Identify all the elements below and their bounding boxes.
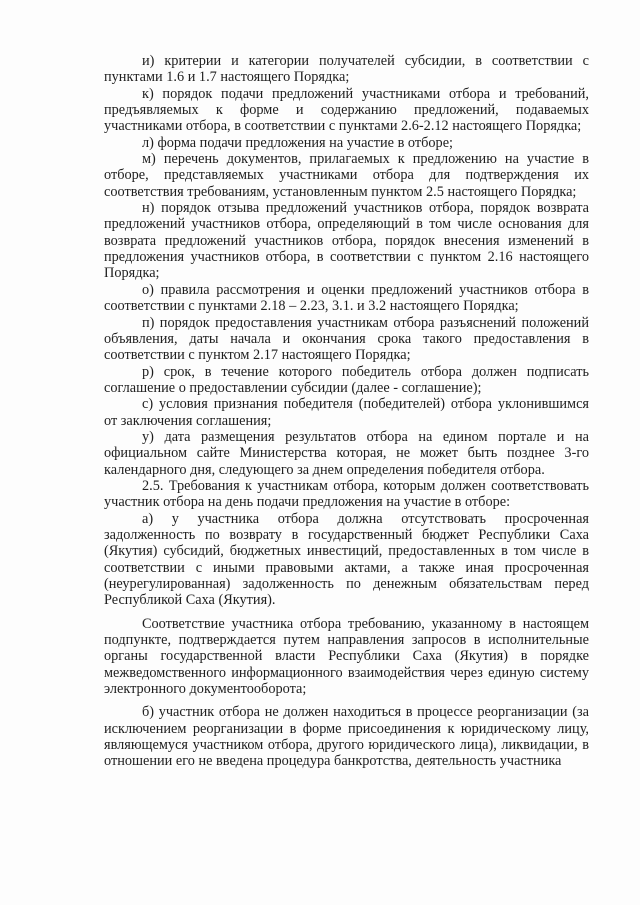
document-text — [104, 53, 589, 770]
paragraph-compliance: Соответствие участника отбора требованию, указанному в настоящем подпункте, подтверждается путем направления запросов в исполнительные органы государственной власти Республики Саха (Якутия) в порядке межведомственного информационного взаимодействия через единую систему электронного документооборота; — [104, 615, 589, 698]
paragraph-p: п) порядок предоставления участникам отбора разъяснений положений объявления, даты начала и окончания срока такого предоставления в соответствии с пунктом 2.17 настоящего Порядка; — [104, 314, 589, 364]
paragraph-m: м) перечень документов, прилагаемых к предложению на участие в отборе, представляемых участниками отбора для подтверждения их соответствия требованиям, установленным пунктом 2.5 настоящего Порядка; — [104, 151, 589, 200]
paragraph-s: с) условия признания победителя (победителей) отбора уклонившимся от заключения соглашения; — [104, 396, 589, 429]
paragraph-i: и) критерии и категории получателей субсидии, в соответствии с пунктами 1.6 и 1.7 настоящего Порядка; — [104, 53, 589, 86]
paragraph-2-5-b: б) участник отбора не должен находиться в процессе реорганизации (за исключением реорганизации в форме присоединения к юридическому лицу, являющемуся участником отбора, другого юридического лица), ликвидации, в отношении его не введена процедура банкротства, деятельность участника — [104, 704, 589, 770]
section-2-5-heading: 2.5. Требования к участникам отбора, которым должен соответствовать участник отбора на день подачи предложения на участие в отборе: — [104, 477, 589, 511]
paragraph-2-5-a: а) у участника отбора должна отсутствовать просроченная задолженность по возврату в государственный бюджет Республики Саха (Якутия) субсидий, бюджетных инвестиций, предоставленных в том числе в соответствии с иными правовыми актами, а также иная просроченная (неурегулированная) задолженность по денежным обязательствам перед Республикой Саха (Якутия). — [104, 510, 589, 609]
paragraph-k: к) порядок подачи предложений участниками отбора и требований, предъявляемых к форме и содержанию предложений, подаваемых участниками отбора, в соответствии с пунктами 2.6-2.12 настоящего Порядка; — [104, 85, 589, 135]
paragraph-n: н) порядок отзыва предложений участников отбора, порядок возврата предложений участников отбора, определяющий в том числе основания для возврата предложений участников отбора, порядок внесения изменений в предложения участников отбора, в соответствии с пунктом 2.16 настоящего Порядка; — [104, 200, 589, 282]
paragraph-l: л) форма подачи предложения на участие в отборе; — [142, 134, 454, 151]
paragraph-u: у) дата размещения результатов отбора на едином портале и на официальном сайте Министерства которая, не может быть позднее 3-го календарного дня, следующего за днем определения победителя отбора. — [104, 428, 589, 478]
paragraph-r: р) срок, в течение которого победитель отбора должен подписать соглашение о предоставлении субсидии (далее - соглашение); — [104, 363, 589, 396]
paragraph-o: о) правила рассмотрения и оценки предложений участников отбора в соответствии с пунктами 2.18 – 2.23, 3.1. и 3.2 настоящего Порядка; — [104, 281, 589, 315]
